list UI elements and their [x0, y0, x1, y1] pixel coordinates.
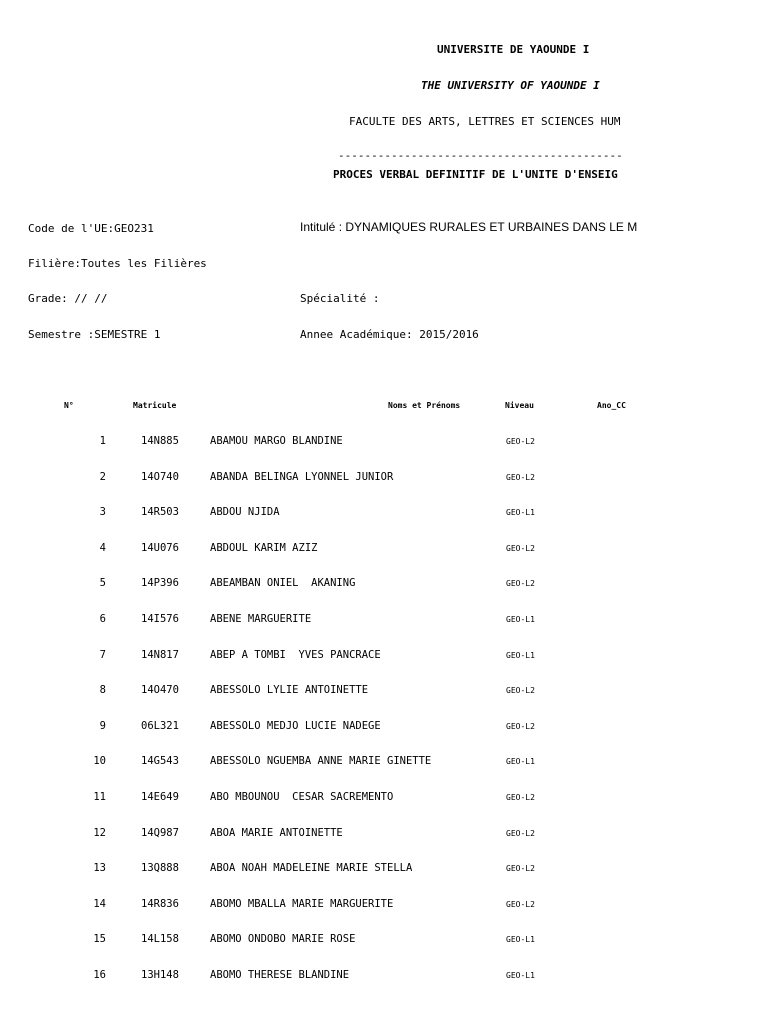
- university-name-fr: UNIVERSITE DE YAOUNDE I: [437, 43, 590, 56]
- row-niveau: GEO-L2: [506, 686, 535, 695]
- row-name: ABANDA BELINGA LYONNEL JUNIOR: [210, 471, 394, 483]
- row-number: 9: [99, 720, 106, 732]
- row-number: 4: [99, 542, 106, 554]
- row-matricule: 14L158: [141, 933, 179, 945]
- row-matricule: 13H148: [141, 969, 179, 981]
- row-niveau: GEO-L2: [506, 864, 535, 873]
- row-niveau: GEO-L1: [506, 508, 535, 517]
- row-matricule: 14R503: [141, 506, 179, 518]
- row-niveau: GEO-L2: [506, 473, 535, 482]
- row-name: ABOMO MBALLA MARIE MARGUERITE: [210, 898, 394, 910]
- row-niveau: GEO-L1: [506, 971, 535, 980]
- row-niveau: GEO-L2: [506, 544, 535, 553]
- row-name: ABESSOLO NGUEMBA ANNE MARIE GINETTE: [210, 755, 432, 767]
- row-matricule: 14N817: [141, 649, 179, 661]
- header-noms: Noms et Prénoms: [388, 401, 461, 410]
- row-name: ABENE MARGUERITE: [210, 613, 312, 625]
- row-matricule: 13Q888: [141, 862, 179, 874]
- row-number: 7: [99, 649, 106, 661]
- ue-code: Code de l'UE:GEO231: [28, 222, 154, 235]
- row-name: ABESSOLO MEDJO LUCIE NADEGE: [210, 720, 381, 732]
- row-number: 2: [99, 471, 106, 483]
- row-niveau: GEO-L2: [506, 437, 535, 446]
- row-name: ABOA MARIE ANTOINETTE: [210, 827, 343, 839]
- row-number: 8: [99, 684, 106, 696]
- row-number: 3: [99, 506, 106, 518]
- row-matricule: 14N885: [141, 435, 179, 447]
- row-name: ABO MBOUNOU CESAR SACREMENTO: [210, 791, 394, 803]
- row-name: ABOMO ONDOBO MARIE ROSE: [210, 933, 356, 945]
- header-no: N°: [64, 401, 74, 410]
- row-matricule: 14I576: [141, 613, 179, 625]
- ue-intitule: Intitulé : DYNAMIQUES RURALES ET URBAINES DANS LE M: [300, 220, 638, 234]
- row-matricule: 14O740: [141, 471, 179, 483]
- row-name: ABESSOLO LYLIE ANTOINETTE: [210, 684, 369, 696]
- row-niveau: GEO-L2: [506, 722, 535, 731]
- header-matricule: Matricule: [133, 401, 177, 410]
- row-name: ABDOU NJIDA: [210, 506, 280, 518]
- row-number: 13: [93, 862, 106, 874]
- row-name: ABDOUL KARIM AZIZ: [210, 542, 318, 554]
- row-name: ABOA NOAH MADELEINE MARIE STELLA: [210, 862, 413, 874]
- row-number: 6: [99, 613, 106, 625]
- filiere: Filière:Toutes les Filières: [28, 257, 207, 270]
- row-number: 14: [93, 898, 106, 910]
- row-niveau: GEO-L2: [506, 579, 535, 588]
- row-niveau: GEO-L1: [506, 935, 535, 944]
- row-number: 10: [93, 755, 106, 767]
- row-matricule: 14R836: [141, 898, 179, 910]
- row-name: ABOMO THERESE BLANDINE: [210, 969, 350, 981]
- row-name: ABAMOU MARGO BLANDINE: [210, 435, 343, 447]
- row-number: 15: [93, 933, 106, 945]
- row-number: 11: [93, 791, 106, 803]
- row-matricule: 14U076: [141, 542, 179, 554]
- row-number: 1: [99, 435, 106, 447]
- annee-academique: Annee Académique: 2015/2016: [300, 328, 479, 341]
- row-matricule: 14G543: [141, 755, 179, 767]
- row-niveau: GEO-L2: [506, 829, 535, 838]
- row-name: ABEP A TOMBI YVES PANCRACE: [210, 649, 381, 661]
- row-niveau: GEO-L1: [506, 757, 535, 766]
- faculty-name: FACULTE DES ARTS, LETTRES ET SCIENCES HUM: [349, 115, 621, 128]
- row-matricule: 14Q987: [141, 827, 179, 839]
- university-name-en: THE UNIVERSITY OF YAOUNDE I: [421, 79, 600, 92]
- row-matricule: 14P396: [141, 577, 179, 589]
- row-name: ABEAMBAN ONIEL AKANING: [210, 577, 356, 589]
- row-number: 12: [93, 827, 106, 839]
- row-number: 16: [93, 969, 106, 981]
- row-matricule: 14E649: [141, 791, 179, 803]
- row-matricule: 06L321: [141, 720, 179, 732]
- row-niveau: GEO-L2: [506, 793, 535, 802]
- row-niveau: GEO-L1: [506, 615, 535, 624]
- grade: Grade: // //: [28, 292, 108, 305]
- separator-line: -------------------------------------------: [338, 149, 623, 162]
- document-title: PROCES VERBAL DEFINITIF DE L'UNITE D'ENSEIG: [333, 168, 618, 181]
- specialite: Spécialité :: [300, 292, 380, 305]
- row-niveau: GEO-L2: [506, 900, 535, 909]
- header-ano-cc: Ano_CC: [597, 401, 626, 410]
- semestre: Semestre :SEMESTRE 1: [28, 328, 161, 341]
- row-number: 5: [99, 577, 106, 589]
- row-matricule: 14O470: [141, 684, 179, 696]
- row-niveau: GEO-L1: [506, 651, 535, 660]
- header-niveau: Niveau: [505, 401, 534, 410]
